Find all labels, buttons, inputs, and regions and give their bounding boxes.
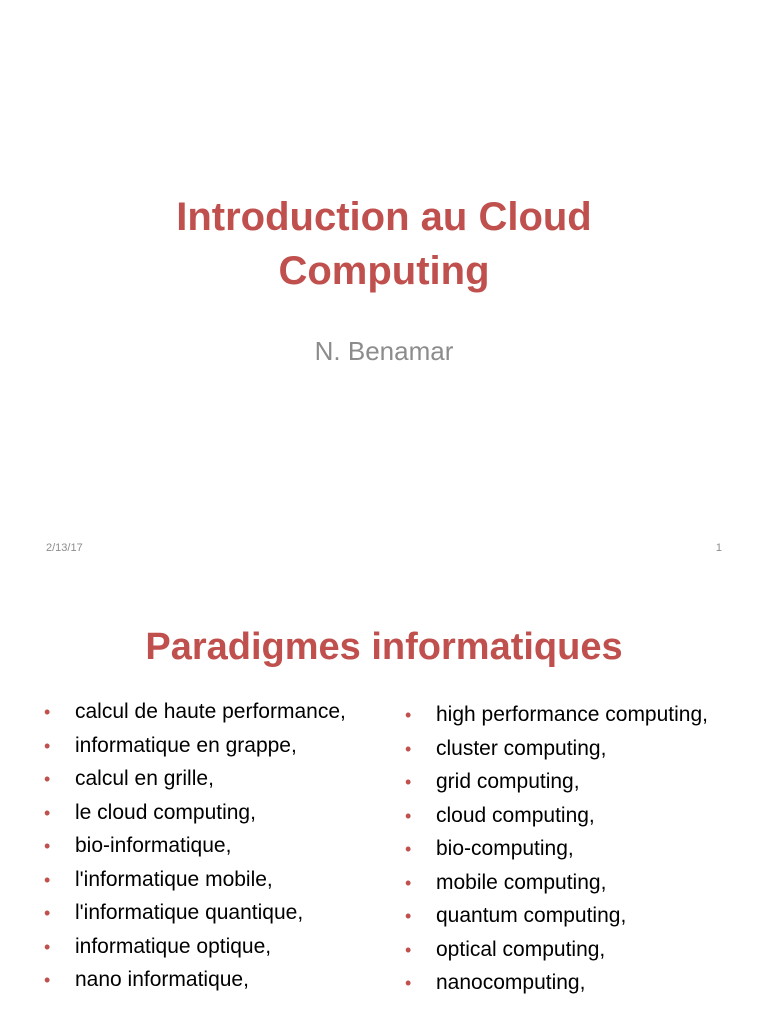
french-list <box>44 698 364 1000</box>
bullet-icon: • <box>405 772 412 792</box>
author-name: N. Benamar <box>314 336 454 366</box>
list-item: • mobile computing, <box>405 869 745 897</box>
list-item: • grid computing, <box>405 768 745 796</box>
list-item: • nanocomputing, <box>405 969 745 997</box>
title-line-2: Computing <box>278 249 490 293</box>
list-item: • optical computing, <box>405 936 745 964</box>
bullet-icon: • <box>44 802 51 823</box>
bullet-icon: • <box>405 973 412 993</box>
list-item: • informatique optique, <box>44 933 364 961</box>
slide-title: Paradigmes informatiques <box>145 626 623 668</box>
bullet-icon: • <box>44 903 51 923</box>
slide-date: 2/13/17 <box>46 542 83 554</box>
bullet-icon: • <box>44 970 51 990</box>
bullet-icon: • <box>44 735 51 756</box>
bullet-icon: • <box>44 936 51 957</box>
bullet-icon: • <box>44 869 51 890</box>
title-line-1: Introduction au Cloud <box>176 195 592 239</box>
bullet-icon: • <box>44 836 51 856</box>
slide-title <box>0 190 768 298</box>
list-item: • calcul en grille, <box>44 765 364 793</box>
list-item: • bio-computing, <box>405 835 745 863</box>
list-item: • le cloud computing, <box>44 799 364 827</box>
bullet-icon: • <box>44 769 51 789</box>
list-item: • quantum computing, <box>405 902 745 930</box>
content-slide <box>0 576 768 1024</box>
list-item: • l'informatique mobile, <box>44 866 364 894</box>
list-item: • high performance computing, <box>405 701 745 729</box>
slide-number: 1 <box>715 542 722 554</box>
list-item: • cluster computing, <box>405 735 745 763</box>
list-item: • bio-informatique, <box>44 832 364 860</box>
list-item: • l'informatique quantique, <box>44 899 364 927</box>
bullet-icon: • <box>44 702 51 722</box>
list-item: • cloud computing, <box>405 802 745 830</box>
bullet-icon: • <box>405 872 412 893</box>
english-list <box>405 701 745 1003</box>
list-item: • nano informatique, <box>44 966 364 994</box>
list-item: • calcul de haute performance, <box>44 698 364 726</box>
list-item: • informatique en grappe, <box>44 732 364 760</box>
bullet-icon: • <box>405 906 412 926</box>
bullet-icon: • <box>405 839 412 859</box>
bullet-icon: • <box>405 939 412 960</box>
bullet-icon: • <box>405 738 412 759</box>
bullet-icon: • <box>405 705 412 725</box>
bullet-icon: • <box>405 805 412 826</box>
